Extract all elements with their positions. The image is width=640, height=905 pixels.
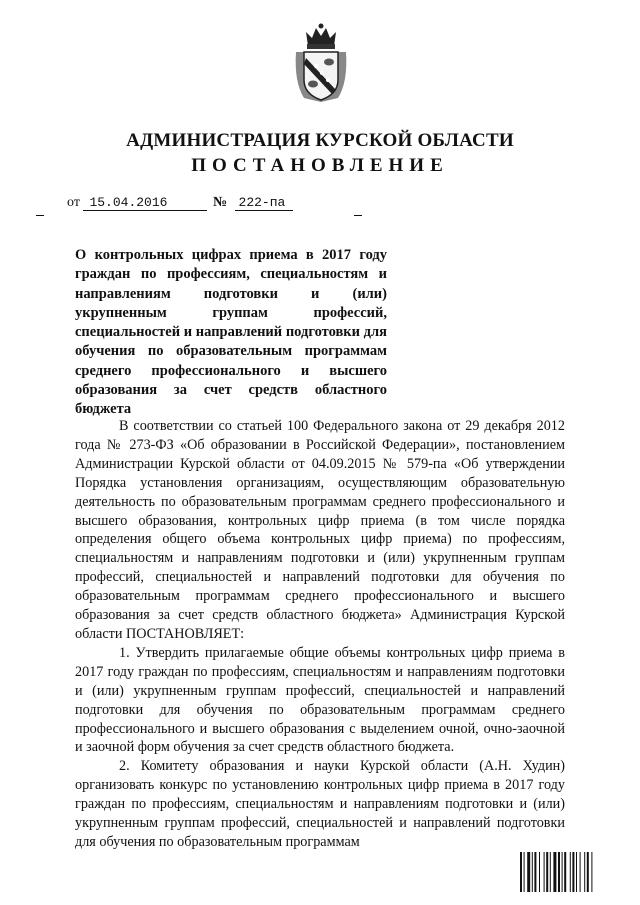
document-number: 222-па: [235, 195, 293, 211]
number-prefix: №: [212, 195, 228, 210]
coat-of-arms-icon: [292, 22, 350, 104]
document-body: [75, 417, 565, 852]
document-subject: О контрольных цифрах приема в 2017 году граждан по профессиям, специальностям и направлениям подготовки и (или) укрупненным группам профессий, специальностей и направлений подготовки для обучения по образовательным программам среднего профессионального и высшего образования за счет средств областного бюджета: [75, 247, 387, 418]
item-1-paragraph: 1. Утвердить прилагаемые общие объемы контрольных цифр приема в 2017 году граждан по профессиям, специальностям и направлениям подготовки и (или) укрупненным группам профессий, специальностей и направлений подготовки для обучения по образовательным программам среднего профессионального и высшего образования с выделением очной, очно-заочной и заочной форм обучения за счет средств областного бюджета.: [75, 644, 565, 756]
barcode-icon: [520, 852, 624, 892]
date-number-line: [67, 195, 293, 211]
margin-tick-left: [36, 215, 44, 216]
margin-tick-right: [354, 215, 362, 216]
date-prefix: от: [67, 195, 80, 210]
document-date: 15.04.2016: [83, 195, 207, 211]
item-2-paragraph: 2. Комитету образования и науки Курской области (А.Н. Худин) организовать конкурс по установлению контрольных цифр приема в 2017 году граждан по профессиям, специальностям и направлениям подготовки и (или) укрупненным группам профессий, специальностей и направлений подготовки для обучения по образовательным программам: [75, 758, 565, 850]
organization-title: АДМИНИСТРАЦИЯ КУРСКОЙ ОБЛАСТИ: [126, 130, 514, 151]
preamble-paragraph: В соответствии со статьей 100 Федерального закона от 29 декабря 2012 года № 273-ФЗ «Об образовании в Российской Федерации», постановлением Администрации Курской области от 04.09.2015 № 579-па «Об утверждении Порядка установления организациям, осуществляющим образовательную деятельность по образовательным программам среднего профессионального и высшего образования, контрольных цифр приема (в том числе порядка определения общего объема контрольных цифр приема) по профессиям, специальностям и направлениям подготовки и (или) укрупненным группам профессий, специальностей и направлений подготовки для обучения по образовательным программам среднего профессионального и высшего образования за счет средств областного бюджета» Администрация Курской области ПОСТАНОВЛЯЕТ:: [75, 418, 565, 642]
document-type-title: ПОСТАНОВЛЕНИЕ: [191, 155, 449, 176]
